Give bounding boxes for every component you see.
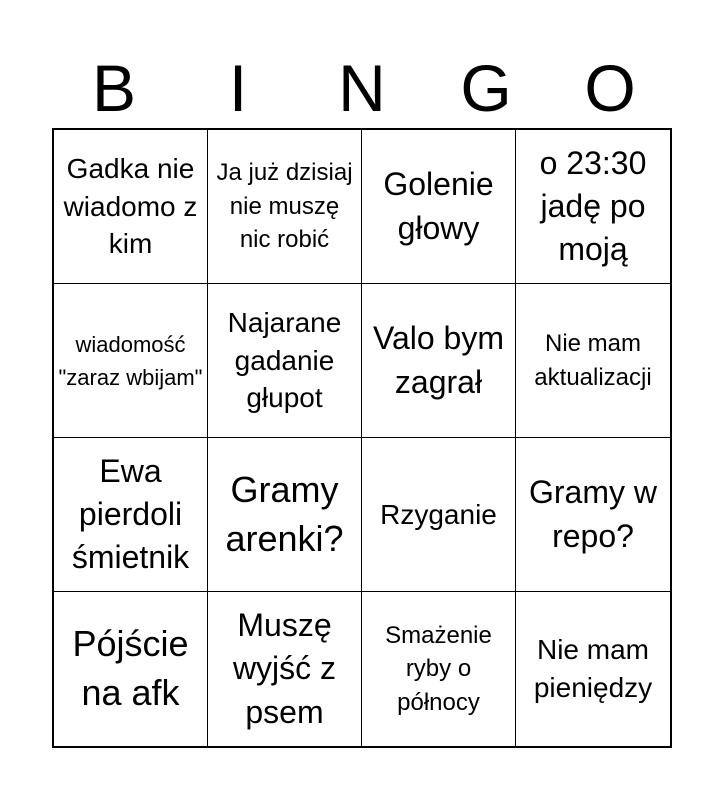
bingo-cell[interactable] — [208, 130, 362, 284]
bingo-cell[interactable] — [54, 592, 208, 746]
bingo-cell[interactable] — [54, 284, 208, 438]
bingo-board — [52, 128, 672, 748]
bingo-cell-text: Valo bym zagrał — [372, 320, 504, 400]
bingo-cell-text: Golenie głowy — [383, 166, 494, 246]
header-letter-o: O — [584, 51, 636, 125]
bingo-cell[interactable] — [208, 438, 362, 592]
bingo-cell[interactable] — [516, 130, 670, 284]
bingo-cell-text: Nie mam pieniędzy — [533, 634, 653, 703]
bingo-cell-text: Gadka nie wiadomo z kim — [63, 152, 198, 260]
bingo-cell-text: Gramy w repo? — [529, 474, 657, 554]
bingo-cell[interactable] — [362, 438, 516, 592]
header-letter-b: B — [91, 51, 137, 125]
bingo-cell-text: Rzyganie — [380, 498, 497, 530]
bingo-cell-text: wiadomość "zaraz wbijam" — [58, 331, 203, 390]
bingo-cell[interactable] — [54, 438, 208, 592]
bingo-cell-text: Najarane gadanie głupot — [227, 306, 342, 414]
bingo-cell-text: Pójście na afk — [72, 623, 189, 713]
bingo-cell[interactable] — [208, 284, 362, 438]
bingo-cell[interactable] — [516, 438, 670, 592]
bingo-cell-text: Gramy arenki? — [225, 468, 344, 559]
bingo-header — [52, 48, 672, 128]
bingo-cell[interactable] — [362, 284, 516, 438]
bingo-cell[interactable] — [516, 284, 670, 438]
bingo-cell-text: Ja już dzisiaj nie muszę nic robić — [216, 159, 353, 254]
bingo-cell-text: o 23:30 jadę po moją — [539, 144, 647, 268]
bingo-cell[interactable] — [362, 592, 516, 746]
bingo-cell-text: Nie mam aktualizacji — [534, 329, 652, 391]
bingo-cell-text: Ewa pierdoli śmietnik — [71, 452, 190, 576]
bingo-cell-text: Muszę wyjść z psem — [232, 607, 337, 730]
header-letter-i: I — [228, 51, 248, 125]
header-letter-g: G — [460, 51, 512, 125]
bingo-cell[interactable] — [208, 592, 362, 746]
bingo-cell[interactable] — [54, 130, 208, 284]
bingo-cell-text: Smażenie ryby o północy — [385, 621, 492, 716]
bingo-cell[interactable] — [362, 130, 516, 284]
bingo-cell[interactable] — [516, 592, 670, 746]
header-letter-n: N — [338, 51, 386, 125]
